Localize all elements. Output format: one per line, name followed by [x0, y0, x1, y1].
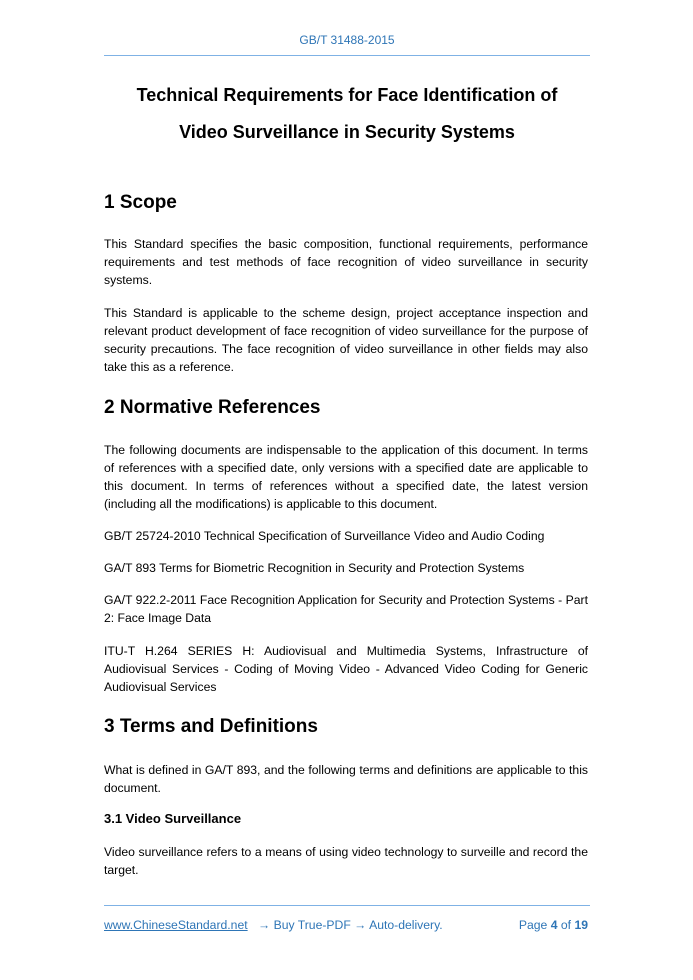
footer-divider: [104, 905, 590, 906]
footer-promo-text: → Buy True-PDF → Auto-delivery.: [258, 918, 443, 932]
normative-intro-paragraph: The following documents are indispensable to the application of this document. In terms of references with a specified date, only versions with a specified date are applicable to this document. In terms of references without a specified date, the latest version (including all the modifications) is applicable to this document.: [104, 443, 588, 511]
section-heading-normative-references: 2 Normative References: [104, 397, 321, 418]
reference-item: GB/T 25724-2010 Technical Specification of Surveillance Video and Audio Coding: [104, 529, 545, 543]
scope-paragraph-2: This Standard is applicable to the scheme design, project acceptance inspection and relevant product development of face recognition of video surveillance for the purpose of security precautions. The face recognition of video surveillance in other fields may also take this as a reference.: [104, 306, 588, 374]
header-divider: [104, 55, 590, 56]
subsection-heading-video-surveillance: 3.1 Video Surveillance: [104, 811, 242, 826]
current-page-number: 4: [550, 918, 558, 932]
scope-paragraph-1: This Standard specifies the basic composition, functional requirements, performance requirements and test methods of face recognition of video surveillance in security systems.: [104, 237, 588, 287]
document-title-line-2: Video Surveillance in Security Systems: [179, 122, 515, 142]
document-title-line-1: Technical Requirements for Face Identification of: [136, 85, 558, 105]
website-link[interactable]: www.ChineseStandard.net: [104, 918, 248, 932]
reference-item: ITU-T H.264 SERIES H: Audiovisual and Multimedia Systems, Infrastructure of Audiovisual Services - Coding of Moving Video - Advanced Video Coding for Generic Audiovisual Services: [104, 644, 588, 694]
reference-item: GA/T 922.2-2011 Face Recognition Application for Security and Protection Systems - Part 2: Face Image Data: [104, 593, 588, 625]
video-surveillance-definition: Video surveillance refers to a means of using video technology to surveille and record the target.: [104, 845, 588, 877]
page-label: Page: [518, 918, 548, 932]
section-heading-terms-and-definitions: 3 Terms and Definitions: [104, 716, 318, 737]
page-of-label: of: [560, 918, 572, 932]
document-number-header: GB/T 31488-2015: [299, 33, 395, 47]
total-pages-number: 19: [574, 918, 588, 932]
page-indicator: [519, 918, 588, 932]
reference-item: GA/T 893 Terms for Biometric Recognition in Security and Protection Systems: [104, 561, 525, 575]
terms-intro-paragraph: What is defined in GA/T 893, and the following terms and definitions are applicable to this document.: [104, 763, 588, 795]
section-heading-scope: 1 Scope: [104, 192, 177, 213]
